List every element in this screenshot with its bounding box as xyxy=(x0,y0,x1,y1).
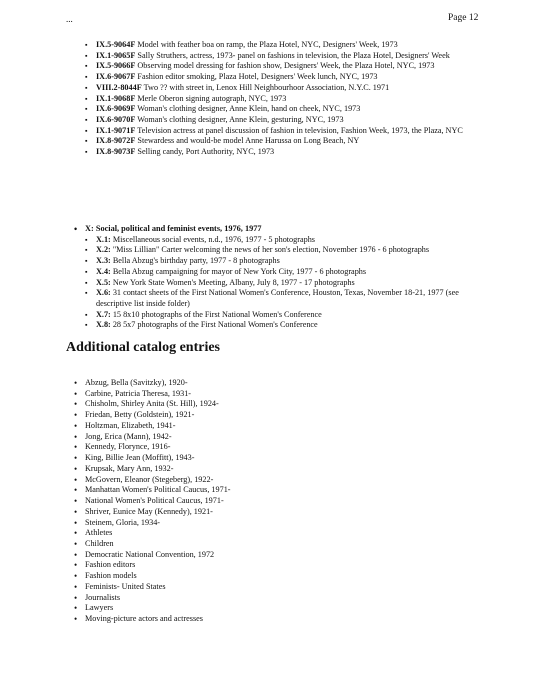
item-text: Television actress at panel discussion of fashion in television, Fashion Week, 1973, the Plaza, NYC xyxy=(137,125,463,135)
item-id: IX.8-9073F xyxy=(96,147,136,157)
item-id: X.7: xyxy=(96,309,111,319)
item-id: X.6: xyxy=(96,288,111,298)
list-item xyxy=(0,267,540,278)
catalog-entry: • Lawyers xyxy=(0,603,540,614)
catalog-entry: • Steinem, Gloria, 1934- xyxy=(0,518,540,529)
item-text: Stewardess and would-be model Anne Harussa on Long Beach, NY xyxy=(137,136,360,146)
item-id: IX.5-9064F xyxy=(96,40,136,49)
item-id: IX.6-9069F xyxy=(96,104,136,114)
item-text: Fashion editor smoking, Plaza Hotel, Designers' Week lunch, NYC, 1973 xyxy=(137,72,378,82)
catalog-entry: • Fashion editors xyxy=(0,560,540,571)
item-text: Observing model dressing for fashion show, Designers' Week, the Plaza Hotel, NYC, 1973 xyxy=(137,61,435,71)
catalog-entry: • King, Billie Jean (Moffitt), 1943- xyxy=(0,453,540,464)
list-item xyxy=(0,147,540,158)
page-number: Page 12 xyxy=(448,13,479,23)
section-x-heading: • X: Social, political and feminist events, 1976, 1977 xyxy=(0,224,540,235)
catalog-entry: • Holtzman, Elizabeth, 1941- xyxy=(0,421,540,432)
catalog-entry: • Carbine, Patricia Theresa, 1931- xyxy=(0,389,540,400)
item-id: X.4: xyxy=(96,266,111,276)
list-item xyxy=(0,61,540,72)
catalog-entry: • Jong, Erica (Mann), 1942- xyxy=(0,432,540,443)
list-item xyxy=(0,278,540,289)
list-item xyxy=(0,115,540,126)
list-item xyxy=(0,256,540,267)
item-id: IX.5-9066F xyxy=(96,61,136,71)
item-id: IX.1-9065F xyxy=(96,50,136,60)
item-id: IX.6-9070F xyxy=(96,114,136,124)
catalog-entry: • Journalists xyxy=(0,593,540,604)
catalog-entry: • Manhattan Women's Political Caucus, 1971- xyxy=(0,485,540,496)
item-text: Bella Abzug campaigning for mayor of New York City, 1977 - 6 photographs xyxy=(112,266,367,276)
list-item xyxy=(0,235,540,246)
item-text: Woman's clothing designer, Anne Klein, hand on cheek, NYC, 1973 xyxy=(137,104,361,114)
item-id: X.2: xyxy=(96,245,111,255)
item-text: Two ?? with street in, Lenox Hill Neighbourhoor Association, N.Y.C. 1971 xyxy=(143,82,390,92)
list-item xyxy=(0,51,540,62)
catalog-entry: • Friedan, Betty (Goldstein), 1921- xyxy=(0,410,540,421)
item-id: IX.1-9071F xyxy=(96,125,136,135)
catalog-entry: • Chisholm, Shirley Anita (St. Hill), 1924- xyxy=(0,399,540,410)
item-text: Bella Abzug's birthday party, 1977 - 8 photographs xyxy=(112,256,280,266)
additional-catalog-heading: Additional catalog entries xyxy=(66,340,220,355)
item-text: Model with feather boa on ramp, the Plaza Hotel, NYC, Designers' Week, 1973 xyxy=(137,40,398,49)
header-ellipsis: ... xyxy=(66,14,73,24)
catalog-entry: • Krupsak, Mary Ann, 1932- xyxy=(0,464,540,475)
item-text: Selling candy, Port Authority, NYC, 1973 xyxy=(137,147,275,157)
item-text: New York State Women's Meeting, Albany, July 8, 1977 - 17 photographs xyxy=(112,277,355,287)
list-item xyxy=(0,72,540,83)
item-text: 15 8x10 photographs of the First National Women's Conference xyxy=(112,309,322,319)
list-item xyxy=(0,288,540,309)
item-id: X.5: xyxy=(96,277,111,287)
item-id: IX.8-9072F xyxy=(96,136,136,146)
item-text: Sally Struthers, actress, 1973- panel on fashions in television, the Plaza Hotel, Designers' Week xyxy=(137,50,450,60)
section-x xyxy=(0,224,540,331)
catalog-entry: • Abzug, Bella (Savitzky), 1920- xyxy=(0,378,540,389)
item-id: VIII.2-8044F xyxy=(96,82,142,92)
item-text: Woman's clothing designer, Anne Klein, gesturing, NYC, 1973 xyxy=(137,114,344,124)
item-id: X.8: xyxy=(96,320,111,330)
section-x-list xyxy=(0,235,540,331)
catalog-entry: • Moving-picture actors and actresses xyxy=(0,614,540,625)
catalog-entry: • Children xyxy=(0,539,540,550)
list-item xyxy=(0,104,540,115)
catalog-entry: • Feminists- United States xyxy=(0,582,540,593)
item-id: X.1: xyxy=(96,234,111,244)
list-item xyxy=(0,320,540,331)
item-text: 28 5x7 photographs of the First National Women's Conference xyxy=(112,320,318,330)
list-item xyxy=(0,40,540,51)
catalog-entries-list xyxy=(0,378,540,625)
catalog-entry: • Kennedy, Florynce, 1916- xyxy=(0,442,540,453)
catalog-entry: • Shriver, Eunice May (Kennedy), 1921- xyxy=(0,507,540,518)
list-item xyxy=(0,245,540,256)
list-item xyxy=(0,94,540,105)
catalog-entry: • Fashion models xyxy=(0,571,540,582)
catalog-entry: • Athletes xyxy=(0,528,540,539)
catalog-entry: • McGovern, Eleanor (Stegeberg), 1922- xyxy=(0,475,540,486)
item-text: 31 contact sheets of the First National Women's Conference, Houston, Texas, November 18-21, 1977 (see descriptive list inside folder) xyxy=(96,288,459,308)
list-item xyxy=(0,126,540,137)
list-item xyxy=(0,136,540,147)
item-text: "Miss Lillian" Carter welcoming the news of her son's election, November 1976 - 6 photographs xyxy=(112,245,430,255)
item-text: Miscellaneous social events, n.d., 1976, 1977 - 5 photographs xyxy=(112,234,315,244)
catalog-entry: • Democratic National Convention, 1972 xyxy=(0,550,540,561)
item-id: X.3: xyxy=(96,256,111,266)
item-id: IX.1-9068F xyxy=(96,93,136,103)
series-ix-list xyxy=(0,40,540,158)
list-item xyxy=(0,310,540,321)
list-item xyxy=(0,83,540,94)
item-text: Merle Oberon signing autograph, NYC, 1973 xyxy=(137,93,287,103)
item-id: IX.6-9067F xyxy=(96,72,136,82)
catalog-entry: • National Women's Political Caucus, 1971- xyxy=(0,496,540,507)
